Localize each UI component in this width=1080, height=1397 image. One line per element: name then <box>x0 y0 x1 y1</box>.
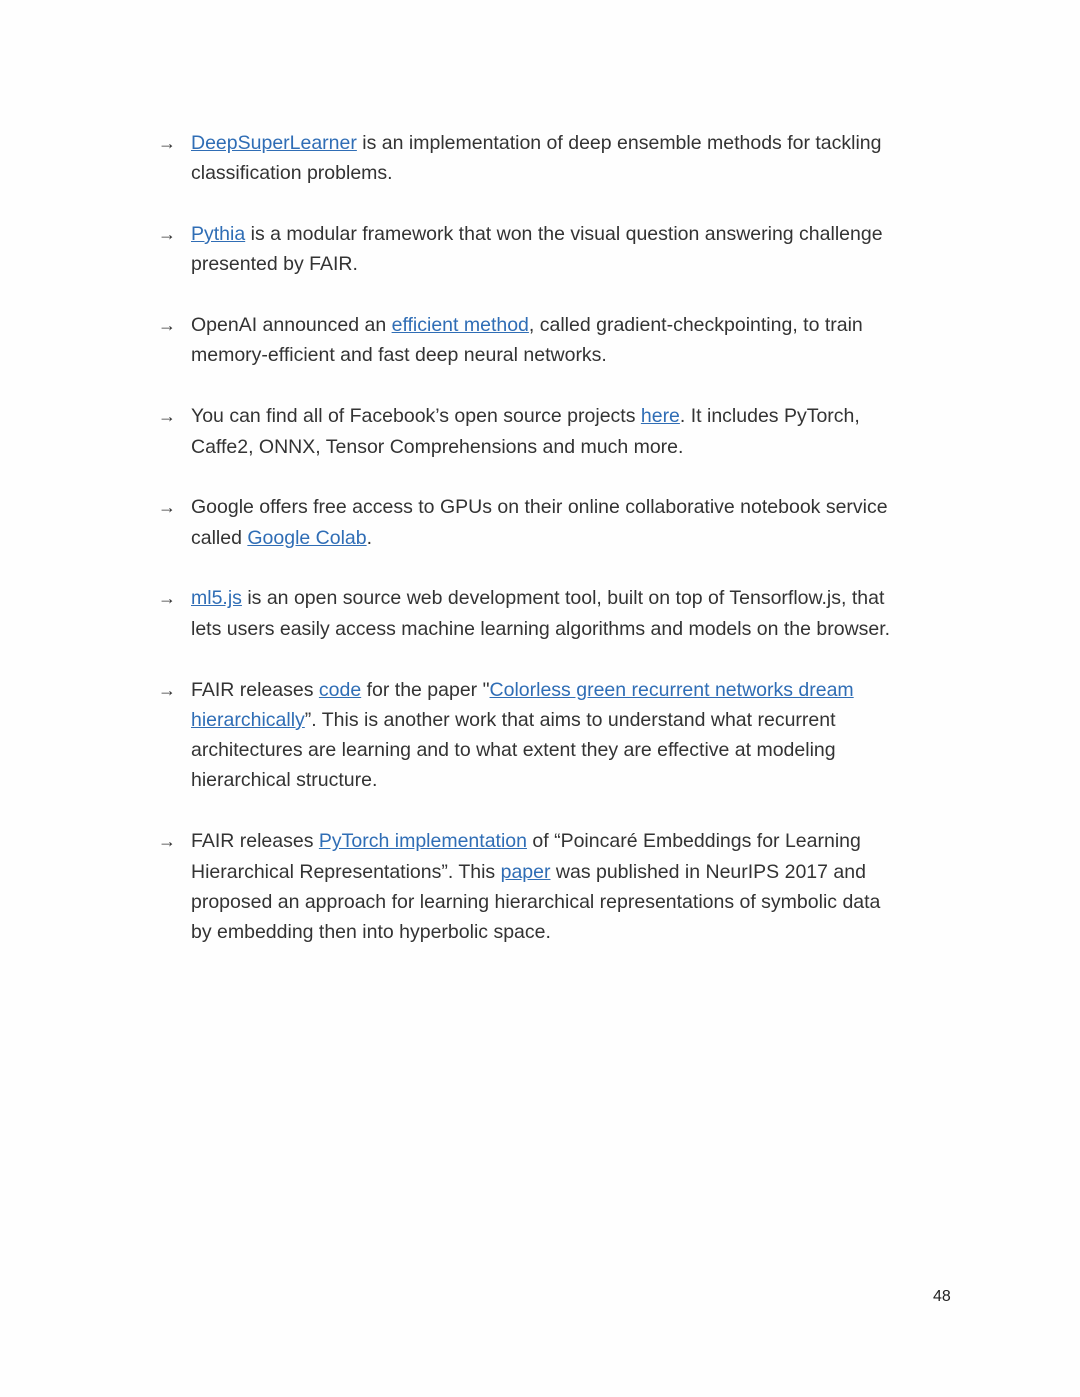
text-line <box>191 340 958 370</box>
arrow-bullet-icon: → <box>158 679 176 700</box>
arrow-bullet-icon: → <box>158 497 176 518</box>
link[interactable]: Pythia <box>191 223 246 246</box>
link[interactable]: PyTorch implementation <box>318 830 527 853</box>
page-number: 48 <box>933 1288 951 1305</box>
text-segment: . It includes PyTorch, <box>679 405 860 428</box>
text-segment: Hierarchical Representations”. This <box>191 860 501 883</box>
text-segment: hierarchical structure. <box>191 769 378 792</box>
bullet-list <box>158 128 958 978</box>
text-line <box>191 857 958 887</box>
arrow-bullet-icon: → <box>158 133 176 153</box>
link[interactable]: code <box>318 678 362 701</box>
text-line <box>191 614 958 644</box>
link[interactable]: hierarchically <box>191 708 305 731</box>
list-item <box>158 583 958 644</box>
text-segment: called <box>191 526 248 549</box>
text-segment: Google offers free access to GPUs on their online collaborative notebook service <box>191 496 888 519</box>
text-segment: presented by FAIR. <box>191 253 358 276</box>
text-segment: of “Poincaré Embeddings for Learning <box>526 830 861 853</box>
text-line <box>191 826 958 856</box>
list-item <box>158 492 958 553</box>
text-line <box>191 887 958 917</box>
text-segment: lets users easily access machine learning algorithms and models on the browser. <box>191 617 891 640</box>
text-line <box>191 492 958 522</box>
list-item <box>158 826 958 947</box>
list-item <box>158 219 958 280</box>
text-line <box>191 128 958 158</box>
link[interactable]: efficient method <box>391 314 529 337</box>
text-segment: proposed an approach for learning hierarchical representations of symbolic data <box>191 890 881 913</box>
text-line <box>191 705 958 735</box>
text-line <box>191 523 958 553</box>
text-segment: by embedding then into hyperbolic space. <box>191 921 551 944</box>
text-segment: OpenAI announced an <box>191 314 392 337</box>
text-segment: classification problems. <box>191 162 393 185</box>
text-segment: FAIR releases <box>191 678 319 701</box>
text-segment: Caffe2, ONNX, Tensor Comprehensions and much more. <box>191 435 684 458</box>
link[interactable]: here <box>640 405 680 428</box>
text-line <box>191 249 958 279</box>
text-line <box>191 583 958 613</box>
link[interactable]: ml5.js <box>191 587 242 610</box>
text-line <box>191 432 958 462</box>
list-item <box>158 675 958 796</box>
arrow-bullet-icon: → <box>158 224 176 245</box>
text-segment: was published in NeurIPS 2017 and <box>550 860 866 883</box>
list-item <box>158 128 958 189</box>
text-segment: architectures are learning and to what extent they are effective at modeling <box>191 739 836 762</box>
text-line <box>191 765 958 795</box>
text-segment: for the paper " <box>361 678 490 701</box>
arrow-bullet-icon: → <box>158 315 176 336</box>
text-line <box>191 401 958 431</box>
text-segment: is an open source web development tool, built on top of Tensorflow.js, that <box>241 587 885 610</box>
text-segment: , called gradient-checkpointing, to train <box>528 314 863 337</box>
text-segment: . <box>366 526 373 549</box>
arrow-bullet-icon: → <box>158 588 176 609</box>
text-segment: ”. This is another work that aims to understand what recurrent <box>304 708 836 731</box>
link[interactable]: paper <box>500 860 551 883</box>
link[interactable]: Colorless green recurrent networks dream <box>489 678 854 701</box>
text-line <box>191 735 958 765</box>
link[interactable]: DeepSuperLearner <box>191 132 357 154</box>
link[interactable]: Google Colab <box>247 526 367 549</box>
text-line <box>191 310 958 340</box>
text-line <box>191 917 958 947</box>
text-line <box>191 675 958 705</box>
text-segment: is a modular framework that won the visual question answering challenge <box>245 223 883 246</box>
text-segment: is an implementation of deep ensemble methods for tackling <box>356 132 882 154</box>
text-segment: FAIR releases <box>191 830 319 853</box>
text-line <box>191 219 958 249</box>
text-segment: memory-efficient and fast deep neural networks. <box>191 344 607 367</box>
text-segment: You can find all of Facebook’s open source projects <box>191 405 641 428</box>
text-line <box>191 158 958 188</box>
list-item <box>158 401 958 462</box>
list-item <box>158 310 958 371</box>
arrow-bullet-icon: → <box>158 831 176 852</box>
arrow-bullet-icon: → <box>158 406 176 427</box>
